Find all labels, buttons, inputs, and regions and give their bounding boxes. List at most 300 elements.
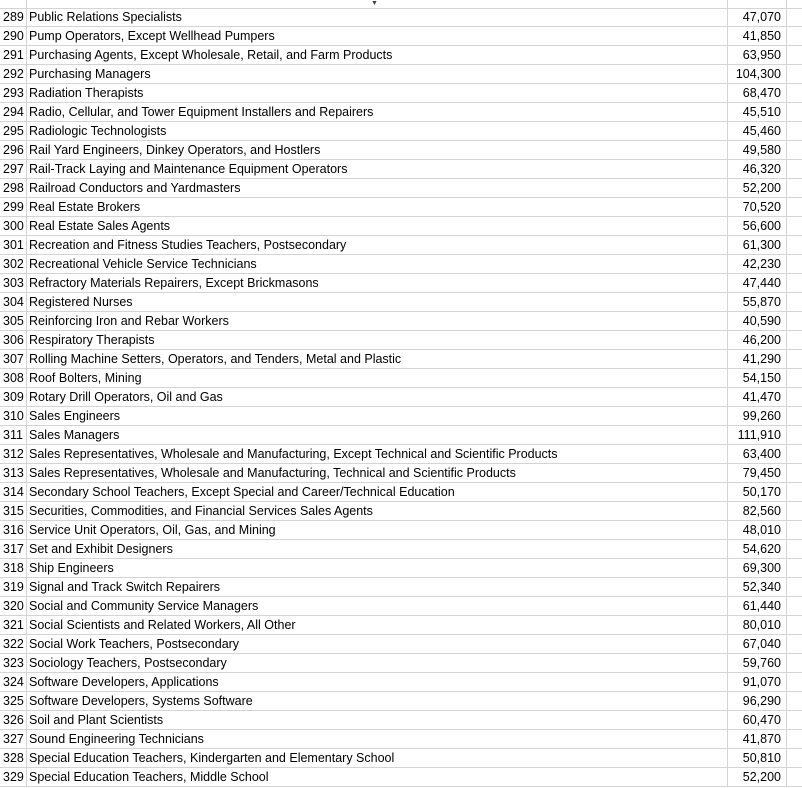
empty-cell[interactable] [787, 217, 802, 236]
row-number-cell[interactable] [0, 711, 27, 730]
row-number-cell[interactable] [0, 350, 27, 369]
occupation-cell[interactable] [27, 521, 728, 540]
wage-cell[interactable] [728, 388, 787, 407]
occupation-cell[interactable] [27, 730, 728, 749]
wage-cell[interactable] [728, 236, 787, 255]
wage-value: 59,760 [742, 656, 781, 670]
table-row [0, 559, 802, 578]
occupation-text: Securities, Commodities, and Financial Services Sales Agents [29, 504, 373, 518]
empty-cell[interactable] [787, 521, 802, 540]
wage-cell[interactable] [728, 464, 787, 483]
empty-cell[interactable] [787, 673, 802, 692]
wage-cell[interactable] [728, 198, 787, 217]
wage-cell[interactable] [728, 103, 787, 122]
wage-cell[interactable] [728, 749, 787, 768]
row-number: 322 [3, 637, 24, 651]
empty-cell[interactable] [787, 350, 802, 369]
row-number: 312 [3, 447, 24, 461]
wage-cell[interactable] [728, 521, 787, 540]
wage-cell[interactable] [728, 274, 787, 293]
row-number: 291 [3, 48, 24, 62]
row-number-cell[interactable] [0, 103, 27, 122]
row-number: 303 [3, 276, 24, 290]
wage-cell[interactable] [728, 597, 787, 616]
table-body [0, 8, 802, 787]
wage-value: 63,400 [742, 447, 781, 461]
occupation-cell[interactable] [27, 217, 728, 236]
row-number: 296 [3, 143, 24, 157]
table-row [0, 502, 802, 521]
wage-value: 41,470 [742, 390, 781, 404]
row-number-cell[interactable] [0, 426, 27, 445]
row-number-cell[interactable] [0, 483, 27, 502]
row-number: 290 [3, 29, 24, 43]
occupation-cell[interactable] [27, 160, 728, 179]
occupation-cell[interactable] [27, 312, 728, 331]
empty-cell[interactable] [787, 426, 802, 445]
empty-cell[interactable] [787, 141, 802, 160]
occupation-cell[interactable] [27, 483, 728, 502]
wage-value: 54,150 [742, 371, 781, 385]
wage-cell[interactable] [728, 483, 787, 502]
wage-cell[interactable] [728, 350, 787, 369]
wage-cell[interactable] [728, 122, 787, 141]
wage-cell[interactable] [728, 160, 787, 179]
empty-cell[interactable] [787, 616, 802, 635]
row-number: 295 [3, 124, 24, 138]
occupation-text: Purchasing Managers [29, 67, 151, 81]
row-number-cell[interactable] [0, 122, 27, 141]
occupation-cell[interactable] [27, 597, 728, 616]
occupation-text: Real Estate Sales Agents [29, 219, 171, 233]
table-row [0, 692, 802, 711]
empty-cell[interactable] [787, 312, 802, 331]
table-row [0, 749, 802, 768]
wage-cell[interactable] [728, 255, 787, 274]
table-row [0, 293, 802, 312]
wage-value: 80,010 [742, 618, 781, 632]
wage-value: 48,010 [742, 523, 781, 537]
occupation-cell[interactable] [27, 255, 728, 274]
wage-cell[interactable] [728, 578, 787, 597]
occupation-text: Social Work Teachers, Postsecondary [29, 637, 240, 651]
empty-cell[interactable] [787, 388, 802, 407]
occupation-cell[interactable] [27, 350, 728, 369]
occupation-cell[interactable] [27, 331, 728, 350]
row-number: 289 [3, 10, 24, 24]
wage-value: 61,300 [742, 238, 781, 252]
row-number-cell[interactable] [0, 274, 27, 293]
empty-cell[interactable] [787, 502, 802, 521]
occupation-text: Recreation and Fitness Studies Teachers, Postsecondary [29, 238, 347, 252]
occupation-text: Ship Engineers [29, 561, 114, 575]
row-number: 305 [3, 314, 24, 328]
empty-cell[interactable] [787, 749, 802, 768]
table-row [0, 103, 802, 122]
occupation-text: Reinforcing Iron and Rebar Workers [29, 314, 229, 328]
occupation-text: Purchasing Agents, Except Wholesale, Retail, and Farm Products [29, 48, 393, 62]
table-row [0, 369, 802, 388]
wage-value: 46,320 [742, 162, 781, 176]
row-number: 309 [3, 390, 24, 404]
row-number-cell[interactable] [0, 255, 27, 274]
row-number: 310 [3, 409, 24, 423]
occupation-cell[interactable] [27, 426, 728, 445]
wage-value: 49,580 [742, 143, 781, 157]
wage-value: 96,290 [742, 694, 781, 708]
row-number: 302 [3, 257, 24, 271]
occupation-text: Special Education Teachers, Middle School [29, 770, 269, 784]
occupation-text: Software Developers, Systems Software [29, 694, 253, 708]
empty-cell[interactable] [787, 369, 802, 388]
occupation-text: Sales Managers [29, 428, 120, 442]
occupation-text: Real Estate Brokers [29, 200, 141, 214]
empty-cell[interactable] [787, 407, 802, 426]
empty-cell[interactable] [787, 464, 802, 483]
wage-value: 79,450 [742, 466, 781, 480]
row-number: 326 [3, 713, 24, 727]
occupation-cell[interactable] [27, 8, 728, 27]
occupation-text: Set and Exhibit Designers [29, 542, 173, 556]
empty-cell[interactable] [787, 692, 802, 711]
column-separator [786, 0, 787, 8]
wage-cell[interactable] [728, 711, 787, 730]
wage-value: 67,040 [742, 637, 781, 651]
empty-cell[interactable] [787, 730, 802, 749]
empty-cell[interactable] [787, 8, 802, 27]
row-number-cell[interactable] [0, 521, 27, 540]
row-number: 323 [3, 656, 24, 670]
empty-cell[interactable] [787, 46, 802, 65]
wage-cell[interactable] [728, 312, 787, 331]
row-number-cell[interactable] [0, 160, 27, 179]
empty-cell[interactable] [787, 65, 802, 84]
row-number-cell[interactable] [0, 730, 27, 749]
empty-cell[interactable] [787, 236, 802, 255]
table-row [0, 654, 802, 673]
table-row [0, 426, 802, 445]
empty-cell[interactable] [787, 635, 802, 654]
wage-value: 70,520 [742, 200, 781, 214]
row-number-cell[interactable] [0, 540, 27, 559]
row-number-cell[interactable] [0, 388, 27, 407]
table-row [0, 730, 802, 749]
row-number: 316 [3, 523, 24, 537]
row-number-cell[interactable] [0, 8, 27, 27]
empty-cell[interactable] [787, 597, 802, 616]
row-number-cell[interactable] [0, 502, 27, 521]
table-row [0, 711, 802, 730]
filter-dropdown-icon[interactable]: ▼ [371, 0, 378, 7]
empty-cell[interactable] [787, 84, 802, 103]
row-number-cell[interactable] [0, 84, 27, 103]
table-row [0, 388, 802, 407]
row-number-cell[interactable] [0, 198, 27, 217]
wage-value: 61,440 [742, 599, 781, 613]
row-number-cell[interactable] [0, 27, 27, 46]
row-number: 311 [3, 428, 23, 442]
table-row [0, 198, 802, 217]
row-number-cell[interactable] [0, 312, 27, 331]
occupation-cell[interactable] [27, 198, 728, 217]
wage-cell[interactable] [728, 730, 787, 749]
wage-cell[interactable] [728, 84, 787, 103]
occupation-cell[interactable] [27, 236, 728, 255]
table-row [0, 122, 802, 141]
empty-cell[interactable] [787, 255, 802, 274]
row-number: 315 [3, 504, 24, 518]
row-number-cell[interactable] [0, 46, 27, 65]
wage-cell[interactable] [728, 540, 787, 559]
occupation-cell[interactable] [27, 27, 728, 46]
occupation-text: Railroad Conductors and Yardmasters [29, 181, 241, 195]
occupation-cell[interactable] [27, 692, 728, 711]
table-row [0, 464, 802, 483]
wage-cell[interactable] [728, 426, 787, 445]
wage-value: 99,260 [742, 409, 781, 423]
table-row [0, 27, 802, 46]
empty-cell[interactable] [787, 122, 802, 141]
occupation-text: Social and Community Service Managers [29, 599, 259, 613]
occupation-text: Refractory Materials Repairers, Except Brickmasons [29, 276, 319, 290]
wage-value: 52,340 [742, 580, 781, 594]
row-number: 327 [3, 732, 24, 746]
table-row [0, 635, 802, 654]
row-number-cell[interactable] [0, 141, 27, 160]
wage-value: 47,070 [742, 10, 781, 24]
occupation-text: Registered Nurses [29, 295, 133, 309]
wage-value: 50,810 [742, 751, 781, 765]
row-number-cell[interactable] [0, 293, 27, 312]
row-number-cell[interactable] [0, 65, 27, 84]
table-row [0, 540, 802, 559]
empty-cell[interactable] [787, 160, 802, 179]
wage-cell[interactable] [728, 217, 787, 236]
table-row [0, 312, 802, 331]
occupation-cell[interactable] [27, 445, 728, 464]
row-number-cell[interactable] [0, 331, 27, 350]
wage-cell[interactable] [728, 635, 787, 654]
wage-value: 68,470 [742, 86, 781, 100]
occupation-cell[interactable] [27, 388, 728, 407]
occupation-text: Radio, Cellular, and Tower Equipment Installers and Repairers [29, 105, 374, 119]
wage-cell[interactable] [728, 768, 787, 787]
column-separator [727, 0, 728, 8]
empty-cell[interactable] [787, 483, 802, 502]
wage-cell[interactable] [728, 616, 787, 635]
occupation-text: Rolling Machine Setters, Operators, and Tenders, Metal and Plastic [29, 352, 402, 366]
row-number-cell[interactable] [0, 578, 27, 597]
row-number-cell[interactable] [0, 673, 27, 692]
row-number-cell[interactable] [0, 217, 27, 236]
empty-cell[interactable] [787, 293, 802, 312]
occupation-cell[interactable] [27, 369, 728, 388]
row-number: 319 [3, 580, 24, 594]
table-row [0, 65, 802, 84]
empty-cell[interactable] [787, 103, 802, 122]
occupation-cell[interactable] [27, 293, 728, 312]
table-row [0, 179, 802, 198]
occupation-text: Sound Engineering Technicians [29, 732, 204, 746]
occupation-cell[interactable] [27, 616, 728, 635]
occupation-text: Signal and Track Switch Repairers [29, 580, 221, 594]
occupation-text: Special Education Teachers, Kindergarten and Elementary School [29, 751, 395, 765]
occupation-cell[interactable] [27, 103, 728, 122]
row-number-cell[interactable] [0, 768, 27, 787]
occupation-text: Recreational Vehicle Service Technicians [29, 257, 257, 271]
occupation-cell[interactable] [27, 559, 728, 578]
occupation-cell[interactable] [27, 464, 728, 483]
row-number: 317 [3, 542, 24, 556]
empty-cell[interactable] [787, 198, 802, 217]
row-number-cell[interactable] [0, 692, 27, 711]
table-row [0, 8, 802, 27]
wage-cell[interactable] [728, 27, 787, 46]
occupation-cell[interactable] [27, 711, 728, 730]
wage-cell[interactable] [728, 673, 787, 692]
empty-cell[interactable] [787, 27, 802, 46]
row-number: 320 [3, 599, 24, 613]
empty-cell[interactable] [787, 654, 802, 673]
occupation-cell[interactable] [27, 540, 728, 559]
occupation-cell[interactable] [27, 578, 728, 597]
occupation-text: Pump Operators, Except Wellhead Pumpers [29, 29, 275, 43]
occupation-cell[interactable] [27, 673, 728, 692]
wage-value: 55,870 [742, 295, 781, 309]
table-row [0, 46, 802, 65]
wage-cell[interactable] [728, 369, 787, 388]
row-number-cell[interactable] [0, 464, 27, 483]
empty-cell[interactable] [787, 559, 802, 578]
row-number: 304 [3, 295, 24, 309]
wage-cell[interactable] [728, 293, 787, 312]
occupation-text: Radiologic Technologists [29, 124, 167, 138]
wage-value: 42,230 [742, 257, 781, 271]
empty-cell[interactable] [787, 768, 802, 787]
row-number-cell[interactable] [0, 236, 27, 255]
row-number-cell[interactable] [0, 597, 27, 616]
row-number-cell[interactable] [0, 616, 27, 635]
wage-value: 47,440 [742, 276, 781, 290]
empty-cell[interactable] [787, 331, 802, 350]
wage-value: 56,600 [742, 219, 781, 233]
wage-value: 46,200 [742, 333, 781, 347]
row-number-cell[interactable] [0, 369, 27, 388]
wage-value: 45,510 [742, 105, 781, 119]
wage-value: 63,950 [742, 48, 781, 62]
wage-cell[interactable] [728, 407, 787, 426]
wage-value: 52,200 [742, 770, 781, 784]
occupation-text: Soil and Plant Scientists [29, 713, 164, 727]
wage-value: 41,850 [742, 29, 781, 43]
wage-value: 60,470 [742, 713, 781, 727]
wage-cell[interactable] [728, 445, 787, 464]
wage-value: 69,300 [742, 561, 781, 575]
table-row [0, 673, 802, 692]
row-number-cell[interactable] [0, 559, 27, 578]
occupation-cell[interactable] [27, 654, 728, 673]
occupation-cell[interactable] [27, 635, 728, 654]
row-number: 292 [3, 67, 24, 81]
wage-value: 45,460 [742, 124, 781, 138]
wage-cell[interactable] [728, 46, 787, 65]
row-number: 307 [3, 352, 24, 366]
row-number: 314 [3, 485, 24, 499]
row-number-cell[interactable] [0, 179, 27, 198]
row-number: 329 [3, 770, 24, 784]
occupation-cell[interactable] [27, 179, 728, 198]
wage-cell[interactable] [728, 559, 787, 578]
occupation-text: Rotary Drill Operators, Oil and Gas [29, 390, 223, 404]
empty-cell[interactable] [787, 179, 802, 198]
occupation-cell[interactable] [27, 141, 728, 160]
table-row [0, 274, 802, 293]
occupation-text: Software Developers, Applications [29, 675, 219, 689]
row-number-cell[interactable] [0, 445, 27, 464]
occupation-cell[interactable] [27, 84, 728, 103]
row-number: 306 [3, 333, 24, 347]
occupation-cell[interactable] [27, 46, 728, 65]
row-number-cell[interactable] [0, 654, 27, 673]
wage-cell[interactable] [728, 179, 787, 198]
occupation-cell[interactable] [27, 274, 728, 293]
table-row [0, 255, 802, 274]
row-number: 321 [3, 618, 24, 632]
occupation-cell[interactable] [27, 407, 728, 426]
occupation-text: Public Relations Specialists [29, 10, 182, 24]
table-row [0, 483, 802, 502]
occupation-text: Sociology Teachers, Postsecondary [29, 656, 227, 670]
table-row [0, 331, 802, 350]
row-number: 299 [3, 200, 24, 214]
occupation-cell[interactable] [27, 502, 728, 521]
empty-cell[interactable] [787, 711, 802, 730]
table-row [0, 445, 802, 464]
row-number-cell[interactable] [0, 749, 27, 768]
row-number-cell[interactable] [0, 635, 27, 654]
wage-value: 111,910 [737, 428, 781, 442]
wage-value: 50,170 [742, 485, 781, 499]
occupation-cell[interactable] [27, 122, 728, 141]
wage-cell[interactable] [728, 502, 787, 521]
occupation-text: Rail-Track Laying and Maintenance Equipment Operators [29, 162, 348, 176]
wage-cell[interactable] [728, 692, 787, 711]
wage-cell[interactable] [728, 331, 787, 350]
empty-cell[interactable] [787, 540, 802, 559]
occupation-text: Sales Engineers [29, 409, 121, 423]
row-number: 313 [3, 466, 24, 480]
occupation-cell[interactable] [27, 768, 728, 787]
wage-cell[interactable] [728, 8, 787, 27]
empty-cell[interactable] [787, 274, 802, 293]
wage-value: 82,560 [742, 504, 781, 518]
wage-cell[interactable] [728, 654, 787, 673]
wage-value: 40,590 [742, 314, 781, 328]
wage-cell[interactable] [728, 141, 787, 160]
occupation-cell[interactable] [27, 65, 728, 84]
wage-value: 41,290 [742, 352, 781, 366]
row-number-cell[interactable] [0, 407, 27, 426]
table-row [0, 141, 802, 160]
table-row [0, 407, 802, 426]
occupation-cell[interactable] [27, 749, 728, 768]
occupation-text: Social Scientists and Related Workers, All Other [29, 618, 296, 632]
wage-cell[interactable] [728, 65, 787, 84]
row-number: 300 [3, 219, 24, 233]
empty-cell[interactable] [787, 578, 802, 597]
empty-cell[interactable] [787, 445, 802, 464]
occupation-text: Secondary School Teachers, Except Special and Career/Technical Education [29, 485, 455, 499]
